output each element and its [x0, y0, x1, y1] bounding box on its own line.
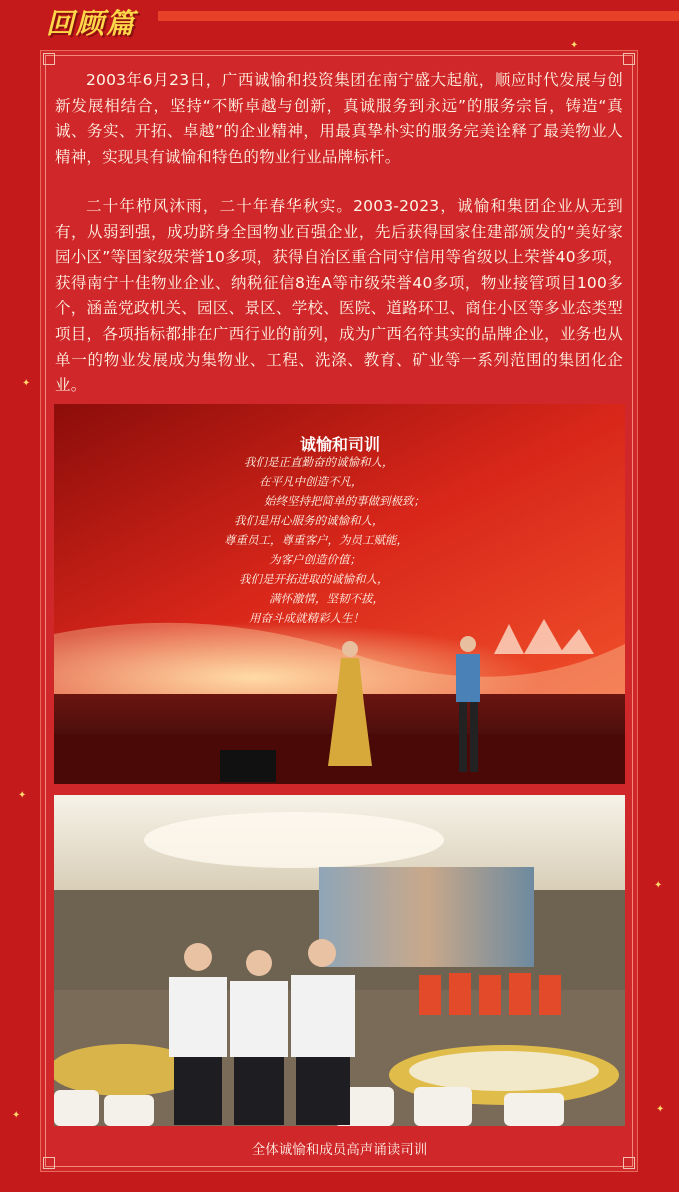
screen-creed-line: 我们是正直勤奋的诚愉和人，: [244, 455, 394, 469]
corner-ornament: [43, 53, 55, 65]
history-paragraph-1: 2003年6月23日，广西诚愉和投资集团在南宁盛大起航，顺应时代发展与创新发展相结合，坚持“不断卓越与创新，真诚服务到永远”的服务宗旨，铸造“真诚、务实、开拓、卓越”的企业精神，用最真挚朴实的服务完美诠释了最美物业人精神，实现具有诚愉和特色的物业行业品牌标杆。: [55, 71, 623, 166]
screen-creed-line: 我们是用心服务的诚愉和人，: [234, 513, 384, 528]
corner-ornament: [43, 1157, 55, 1169]
screen-creed-line: 我们是开拓进取的诚愉和人，: [239, 572, 389, 586]
banquet-photo: [54, 795, 625, 1126]
stage-photo: [54, 404, 625, 784]
screen-creed-line: 尊重员工，尊重客户，为员工赋能，: [224, 533, 408, 547]
screen-creed-line: 满怀激情，坚韧不拔，: [269, 591, 384, 606]
sparkle-decoration: ✦: [12, 1110, 21, 1121]
screen-creed-line: 在平凡中创造不凡，: [259, 474, 363, 489]
sparkle-decoration: ✦: [570, 40, 579, 51]
corner-ornament: [623, 53, 635, 65]
screen-title: 诚愉和司训: [300, 435, 381, 454]
section-title: 回顾篇: [46, 7, 137, 40]
screen-creed-line: 用奋斗成就精彩人生！: [249, 611, 364, 625]
history-paragraph-2: 二十年栉风沐雨，二十年春华秋实。2003-2023，诚愉和集团企业从无到有，从弱到强，成功跻身全国物业百强企业，先后获得国家住建部颁发的“美好家园小区”等国家级荣誉10多项，获得自治区重合同守信用等省级以上荣誉40多项，获得南宁十佳物业企业、纳税征信8连A等市级荣誉40多项，物业接管项目100多个，涵盖党政机关、园区、景区、学校、医院、道路环卫、商住小区等多业态类型项目，各项指标都排在广西行业的前列，成为广西名符其实的品牌企业，业务也从单一的物业发展成为集物业、工程、洗涤、教育、矿业等一系列范围的集团化企业。: [55, 197, 623, 395]
sparkle-decoration: ✦: [656, 1104, 665, 1115]
corner-ornament: [623, 1157, 635, 1169]
photo-caption: 全体诚愉和成员高声诵读司训: [251, 1142, 428, 1158]
screen-creed-line: 为客户创造价值；: [269, 552, 361, 567]
section-header: [0, 0, 679, 40]
sparkle-decoration: ✦: [18, 790, 27, 801]
title-decoration-bar: [158, 11, 679, 21]
sparkle-decoration: ✦: [654, 880, 663, 891]
sparkle-decoration: ✦: [22, 378, 31, 389]
screen-creed-line: 始终坚持把简单的事做到极致；: [264, 494, 425, 508]
